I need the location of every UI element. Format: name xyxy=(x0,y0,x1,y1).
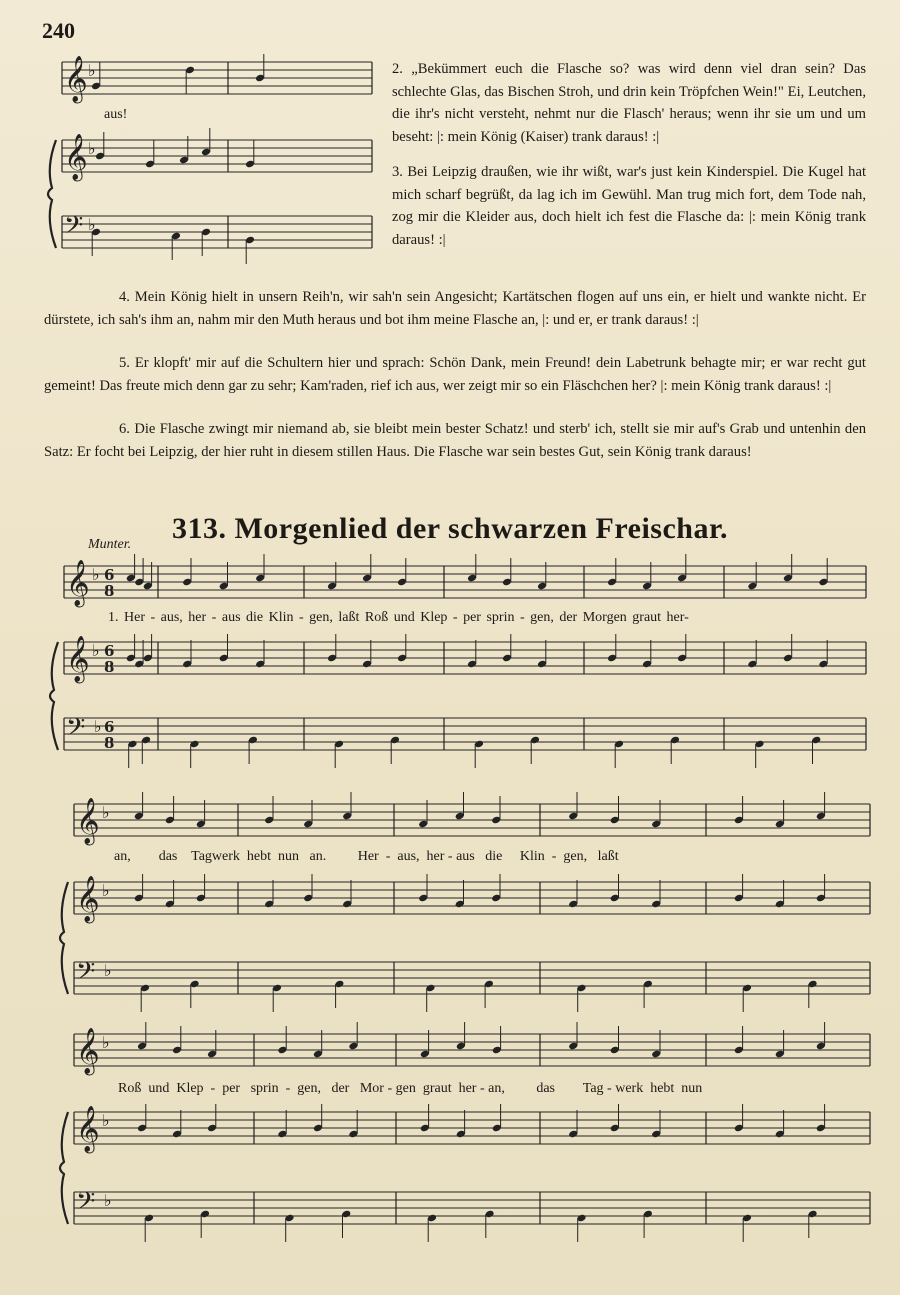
lyric-system-3: Roß und Klep - per sprin - gen, der Mor - gen graut her - an, das Tag - werk hebt nun xyxy=(118,1081,703,1096)
system-2-staff-2 xyxy=(74,962,870,994)
treble-clef-icon: 𝄞 xyxy=(76,798,100,844)
flat-icon: ♭ xyxy=(92,565,100,584)
top-staff-1 xyxy=(62,140,372,172)
flat-icon: ♭ xyxy=(102,1033,110,1052)
top-staff-2 xyxy=(62,216,372,248)
treble-clef-icon: 𝄞 xyxy=(76,1028,100,1074)
system-2-staff-0 xyxy=(74,804,870,836)
song-name: Morgenlied der schwarzen Freischar. xyxy=(234,512,729,545)
flat-icon: ♭ xyxy=(104,961,112,980)
system-1-staff-2 xyxy=(64,718,866,750)
brace xyxy=(60,882,68,994)
top-staff-0 xyxy=(62,62,372,94)
tempo-marking: Munter. xyxy=(88,537,132,552)
time-signature: 8 xyxy=(104,582,115,600)
treble-clef-icon: 𝄞 xyxy=(64,134,88,180)
flat-icon: ♭ xyxy=(94,717,102,736)
system-3-staff-0 xyxy=(74,1034,870,1066)
time-signature: 6 xyxy=(104,718,115,736)
verse-6: 6. Die Flasche zwingt mir niemand ab, sie bleibt mein bester Schatz! und sterb' ich, stellt sie mir auf's Grab und untenhin den Satz: Er focht bei Leipzig, der hier ruht in diesem stillen Haus. Die Flasche war sein bestes Gut, sein König trank daraus! xyxy=(44,421,866,460)
system-2-staff-1 xyxy=(74,882,870,914)
verse-3: 3. Bei Leipzig draußen, wie ihr wißt, war's just kein Kinderspiel. Die Kugel hat mich scharf begrüßt, da lag ich im Gewühl. Man trug mich fort, dem Tode nah, zog mir die Kleider aus, doch hielt ich fest die Flasche da: |: mein König trank daraus! :| xyxy=(392,164,866,248)
time-signature: 6 xyxy=(104,566,115,584)
lyric-system-1: 1. Her - aus, her - aus die Klin - gen, laßt Roß und Klep - per sprin - gen, der Morgen graut her- xyxy=(108,610,689,625)
bass-clef-icon: 𝄢 xyxy=(66,713,86,748)
page-number: 240 xyxy=(42,18,75,43)
flat-icon: ♭ xyxy=(88,61,96,80)
flat-icon: ♭ xyxy=(102,881,110,900)
bass-clef-icon: 𝄢 xyxy=(76,1187,96,1222)
flat-icon: ♭ xyxy=(104,1191,112,1210)
lyric-top-system: aus! xyxy=(104,107,128,122)
brace xyxy=(48,140,56,248)
treble-clef-icon: 𝄞 xyxy=(76,1106,100,1152)
time-signature: 8 xyxy=(104,734,115,752)
treble-clef-icon: 𝄞 xyxy=(66,560,90,606)
flat-icon: ♭ xyxy=(88,139,96,158)
flat-icon: ♭ xyxy=(88,215,96,234)
treble-clef-icon: 𝄞 xyxy=(76,876,100,922)
verse-4: 4. Mein König hielt in unsern Reih'n, wir sah'n sein Angesicht; Kartätschen flogen auf uns ein, er hielt und wankte nicht. Er dürstete, ich sah's ihm an, nahm mir den Muth heraus und bot ihm meine Flasche an, |: und er, er trank daraus! :| xyxy=(44,289,866,328)
brace xyxy=(60,1112,68,1224)
flat-icon: ♭ xyxy=(102,1111,110,1130)
system-3-staff-1 xyxy=(74,1112,870,1144)
system-3-staff-2 xyxy=(74,1192,870,1224)
treble-clef-icon: 𝄞 xyxy=(66,636,90,682)
flat-icon: ♭ xyxy=(102,803,110,822)
bass-clef-icon: 𝄢 xyxy=(76,957,96,992)
brace xyxy=(50,642,58,750)
verse-5: 5. Er klopft' mir auf die Schultern hier und sprach: Schön Dank, mein Freund! dein Labetrunk behagte mir; er war recht gut gemeint! Das freute mich denn gar zu sehr; Kam'raden, rief ich aus, wer zeigt mir so ein Fläschchen her? |: mein König trank daraus! :| xyxy=(44,355,866,394)
flat-icon: ♭ xyxy=(92,641,100,660)
verse-2: 2. „Bekümmert euch die Flasche so? was wird denn viel dran sein? Das schlechte Glas, das Bischen Stroh, und drin kein Tröpfchen Wein!" Ei, Leutchen, die ihr's nicht versteht, nehmt nur die Flasch' heraus; wenn ihr sie um und um beseht: |: mein König (Kaiser) trank daraus! :| xyxy=(392,61,866,145)
system-1-staff-1 xyxy=(64,642,866,674)
song-number: 313. xyxy=(171,512,227,545)
lyric-system-2: an, das Tagwerk hebt nun an. Her - aus, her - aus die Klin - gen, laßt xyxy=(114,849,619,864)
bass-clef-icon: 𝄢 xyxy=(64,211,84,246)
treble-clef-icon: 𝄞 xyxy=(64,56,88,102)
time-signature: 8 xyxy=(104,658,115,676)
time-signature: 6 xyxy=(104,642,115,660)
